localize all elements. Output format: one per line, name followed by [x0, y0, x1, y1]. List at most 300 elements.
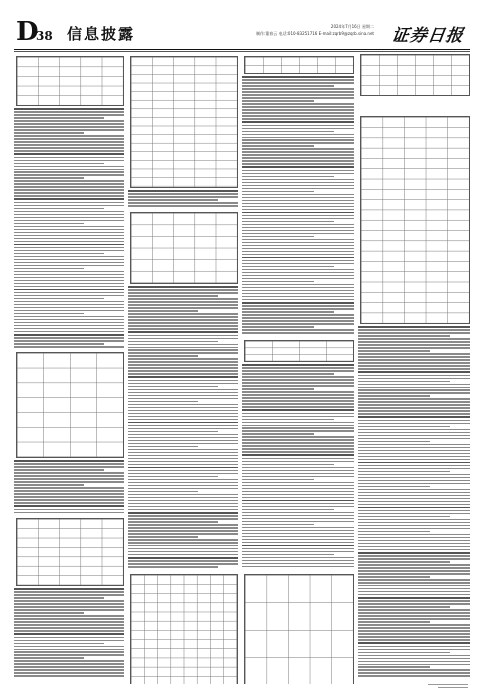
text-line	[14, 637, 124, 638]
text-line	[242, 403, 354, 404]
text-line	[358, 519, 470, 520]
text-line	[242, 542, 354, 543]
text-line	[358, 341, 470, 342]
text-line	[242, 427, 354, 428]
text-line	[242, 422, 354, 423]
text-line	[128, 322, 238, 323]
text-line	[242, 476, 354, 477]
text-line	[14, 241, 124, 242]
text-line	[128, 479, 238, 480]
text-line	[128, 431, 218, 432]
text-line	[242, 560, 354, 561]
text-line	[242, 326, 314, 327]
text-line	[358, 498, 470, 499]
text-line	[358, 474, 470, 475]
table-4b	[360, 116, 470, 324]
text-line	[242, 227, 354, 228]
text-line	[14, 334, 124, 336]
text-line	[128, 331, 238, 333]
text-line	[14, 615, 124, 616]
text-line	[242, 464, 334, 465]
text-line	[14, 646, 124, 647]
text-line	[358, 576, 430, 577]
text-line	[358, 624, 470, 625]
text-line	[14, 274, 124, 275]
text-line	[14, 163, 104, 164]
text-line	[242, 373, 334, 374]
text-line	[128, 419, 238, 420]
text-line	[358, 350, 430, 351]
text-line	[242, 97, 354, 98]
text-line	[242, 221, 334, 222]
text-line	[242, 287, 354, 288]
text-line	[128, 548, 238, 549]
text-line	[242, 518, 354, 519]
text-line	[242, 293, 354, 294]
text-line	[14, 147, 124, 148]
text-line	[14, 484, 84, 485]
text-line	[128, 389, 238, 390]
text-line	[128, 524, 238, 525]
header-rule-thin	[14, 51, 470, 52]
text-line	[358, 543, 470, 544]
text-line	[358, 404, 470, 405]
text-line	[242, 332, 354, 333]
text-line	[358, 477, 470, 478]
text-line	[128, 338, 238, 339]
text-line	[14, 295, 124, 296]
text-line	[242, 323, 354, 324]
text-line	[14, 509, 124, 510]
text-line	[358, 332, 470, 333]
publication-date: 2024年7月16日 星期二	[330, 24, 374, 29]
text-line	[242, 160, 354, 161]
text-line	[242, 106, 354, 107]
text-line	[128, 344, 238, 345]
text-line	[358, 585, 470, 586]
text-line	[358, 407, 470, 408]
text-line	[358, 387, 470, 388]
text-line	[242, 512, 354, 513]
text-line	[242, 145, 314, 146]
text-line	[242, 563, 354, 564]
text-line	[242, 109, 354, 110]
text-line	[358, 362, 470, 363]
text-line	[358, 468, 470, 469]
text-line	[242, 554, 334, 555]
text-line	[358, 416, 470, 418]
text-line	[14, 286, 124, 287]
text-line	[128, 355, 198, 356]
text-line	[128, 461, 238, 462]
text-line	[242, 209, 354, 210]
text-line	[128, 193, 238, 194]
text-line	[14, 132, 84, 133]
text-line	[14, 169, 124, 170]
text-line	[128, 335, 238, 336]
table-4a	[360, 54, 470, 96]
text-line	[14, 166, 124, 167]
text-line	[358, 655, 470, 656]
text-line	[14, 630, 124, 631]
text-line	[14, 307, 124, 308]
text-line	[242, 170, 354, 171]
page-footer	[428, 684, 468, 688]
text-line	[128, 392, 238, 393]
text-block-2b	[128, 286, 238, 569]
text-line	[242, 134, 354, 135]
text-line	[14, 597, 104, 598]
text-line	[14, 202, 124, 203]
table-3a	[244, 56, 354, 74]
text-line	[242, 233, 354, 234]
text-line	[358, 462, 470, 464]
text-line	[128, 491, 198, 492]
text-line	[242, 284, 354, 285]
text-line	[14, 198, 124, 200]
text-line	[14, 244, 124, 246]
text-line	[242, 388, 314, 389]
text-line	[358, 378, 470, 379]
column-2	[128, 54, 238, 684]
text-line	[14, 319, 124, 320]
text-line	[358, 597, 470, 599]
text-line	[14, 669, 124, 670]
text-line	[358, 636, 470, 637]
text-line	[128, 358, 238, 359]
text-line	[14, 310, 124, 311]
text-line	[242, 503, 354, 504]
text-line	[14, 256, 124, 257]
text-line	[242, 200, 354, 201]
text-line	[14, 235, 124, 236]
text-line	[358, 381, 450, 382]
text-line	[14, 672, 124, 673]
text-line	[242, 419, 334, 420]
text-line	[242, 416, 354, 417]
header-rule	[14, 49, 470, 50]
text-line	[128, 407, 238, 408]
text-line	[128, 298, 238, 299]
text-line	[358, 471, 450, 472]
text-line	[242, 400, 354, 401]
text-line	[14, 666, 124, 667]
text-line	[358, 609, 470, 610]
text-line	[128, 383, 238, 384]
text-line	[358, 642, 470, 644]
text-line	[242, 154, 354, 155]
text-line	[128, 551, 238, 552]
text-line	[14, 123, 124, 124]
text-line	[14, 189, 124, 190]
text-line	[242, 367, 354, 368]
text-line	[14, 603, 124, 604]
text-line	[358, 489, 470, 490]
text-line	[14, 651, 124, 652]
text-line	[14, 289, 124, 291]
text-line	[14, 487, 124, 488]
text-line	[358, 429, 470, 430]
text-line	[358, 375, 470, 376]
text-line	[242, 191, 314, 192]
text-line	[242, 551, 354, 552]
text-line	[14, 627, 124, 628]
text-line	[242, 406, 354, 407]
text-line	[242, 254, 354, 255]
text-line	[128, 304, 238, 305]
text-block-2a	[128, 190, 238, 208]
text-line	[14, 331, 124, 332]
text-line	[128, 199, 218, 200]
text-line	[358, 672, 470, 673]
table-2a	[130, 56, 238, 188]
text-line	[242, 239, 354, 240]
text-line	[128, 310, 198, 311]
text-line	[242, 257, 354, 259]
text-line	[128, 373, 238, 374]
text-line	[358, 450, 470, 451]
text-line	[128, 190, 238, 192]
text-line	[358, 504, 470, 505]
text-line	[358, 675, 470, 676]
text-line	[14, 496, 124, 497]
text-line	[14, 322, 124, 323]
text-line	[358, 606, 450, 607]
text-line	[358, 646, 470, 647]
text-line	[358, 510, 470, 511]
text-line	[14, 657, 84, 658]
text-line	[358, 664, 470, 665]
text-line	[14, 120, 124, 121]
text-line	[128, 202, 238, 203]
text-line	[128, 455, 238, 456]
text-block-3b	[242, 364, 354, 569]
text-line	[358, 495, 470, 496]
text-block-4a	[358, 326, 470, 678]
text-line	[14, 186, 124, 187]
text-line	[128, 512, 238, 514]
text-line	[242, 137, 354, 138]
text-line	[128, 341, 218, 342]
text-line	[14, 283, 124, 284]
page-letter: D	[16, 17, 38, 47]
text-line	[14, 649, 124, 650]
text-line	[242, 176, 334, 177]
text-line	[242, 385, 354, 386]
text-line	[242, 394, 354, 395]
text-line	[242, 272, 354, 273]
text-line	[128, 476, 218, 477]
text-line	[242, 482, 354, 483]
text-line	[14, 612, 84, 613]
text-line	[242, 215, 354, 216]
text-line	[358, 649, 470, 650]
table-3c	[244, 574, 354, 684]
text-line	[242, 445, 354, 446]
text-line	[242, 370, 354, 371]
text-line	[14, 475, 124, 476]
text-line	[14, 153, 124, 155]
text-line	[242, 536, 354, 537]
text-line	[242, 151, 354, 152]
text-line	[128, 307, 238, 308]
text-line	[242, 305, 354, 306]
text-line	[358, 652, 450, 653]
text-line	[358, 591, 470, 592]
text-line	[242, 251, 354, 252]
text-line	[358, 555, 470, 556]
text-line	[358, 501, 470, 502]
text-line	[358, 561, 450, 562]
text-line	[242, 166, 354, 168]
text-line	[128, 437, 238, 438]
text-line	[14, 177, 84, 178]
text-line	[358, 368, 470, 369]
text-line	[14, 304, 124, 305]
text-line	[242, 566, 354, 567]
text-line	[358, 356, 470, 357]
text-line	[242, 76, 354, 78]
text-line	[358, 531, 430, 532]
text-line	[242, 329, 354, 330]
text-line	[242, 206, 354, 207]
text-line	[128, 539, 238, 540]
text-line	[14, 171, 124, 172]
text-line	[358, 447, 470, 448]
text-line	[242, 442, 354, 443]
text-line	[14, 141, 124, 142]
text-line	[358, 615, 470, 616]
text-line	[128, 386, 218, 387]
text-line	[242, 448, 354, 449]
text-line	[14, 157, 124, 158]
text-line	[14, 343, 104, 344]
text-line	[128, 328, 238, 329]
text-line	[242, 290, 354, 291]
text-line	[242, 179, 354, 180]
text-line	[242, 91, 354, 92]
text-line	[14, 493, 124, 494]
text-line	[128, 566, 218, 567]
text-line	[242, 311, 334, 312]
masthead	[14, 19, 470, 49]
text-line	[358, 483, 470, 484]
text-line	[14, 129, 124, 130]
table-3b	[244, 340, 354, 362]
text-line	[14, 325, 124, 326]
text-line	[358, 480, 470, 481]
text-line	[128, 545, 238, 546]
text-line	[14, 150, 124, 151]
text-line	[358, 618, 470, 619]
text-line	[242, 533, 354, 534]
text-line	[242, 263, 354, 264]
text-line	[242, 413, 354, 414]
text-line	[242, 173, 354, 174]
text-line	[14, 502, 124, 503]
text-line	[14, 117, 104, 118]
text-line	[242, 163, 354, 164]
text-line	[358, 420, 470, 421]
text-line	[14, 606, 124, 607]
text-line	[242, 139, 354, 140]
text-line	[14, 247, 124, 248]
text-line	[128, 361, 238, 362]
text-line	[242, 212, 354, 214]
text-line	[358, 326, 470, 328]
text-line	[128, 536, 198, 537]
text-line	[14, 232, 124, 233]
text-line	[128, 352, 238, 353]
text-line	[14, 499, 124, 500]
text-line	[128, 497, 238, 498]
text-line	[14, 463, 124, 464]
text-line	[242, 320, 354, 321]
text-line	[128, 325, 238, 326]
text-line	[358, 588, 470, 589]
text-line	[242, 103, 354, 104]
text-line	[242, 509, 334, 510]
text-line	[14, 591, 124, 592]
text-line	[14, 621, 124, 622]
text-line	[14, 111, 124, 112]
text-line	[242, 500, 354, 502]
text-line	[14, 660, 124, 661]
text-line	[14, 238, 124, 239]
text-line	[14, 654, 124, 655]
text-line	[242, 317, 354, 318]
text-line	[242, 379, 354, 380]
text-line	[242, 112, 354, 113]
text-line	[128, 515, 238, 516]
text-line	[242, 488, 354, 489]
text-line	[358, 528, 470, 529]
text-line	[242, 302, 354, 304]
text-line	[14, 268, 84, 269]
text-line	[14, 512, 124, 513]
text-line	[358, 661, 470, 662]
text-line	[242, 527, 354, 528]
text-line	[242, 436, 354, 437]
text-line	[242, 308, 354, 309]
text-line	[358, 570, 470, 571]
text-line	[128, 494, 238, 495]
text-line	[128, 364, 238, 365]
text-line	[242, 391, 354, 392]
text-line	[242, 278, 354, 279]
text-line	[14, 265, 124, 266]
text-line	[358, 516, 450, 517]
text-line	[14, 316, 124, 317]
text-line	[358, 534, 470, 535]
text-line	[14, 126, 124, 127]
text-line	[128, 425, 238, 426]
text-line	[14, 217, 124, 218]
text-line	[358, 612, 470, 613]
text-line	[128, 485, 238, 486]
text-line	[242, 115, 354, 116]
text-line	[358, 398, 470, 399]
text-line	[14, 624, 124, 625]
text-line	[128, 542, 238, 543]
page-number: 38	[36, 29, 53, 43]
text-line	[128, 286, 238, 288]
text-line	[358, 600, 470, 601]
text-line	[242, 230, 354, 231]
text-line	[358, 347, 470, 348]
contact-info: 制作:董春云 电话:010-83251716 E-mail:zqrb9@zqrb.sina.net	[255, 31, 374, 36]
text-block-1a	[14, 108, 124, 349]
